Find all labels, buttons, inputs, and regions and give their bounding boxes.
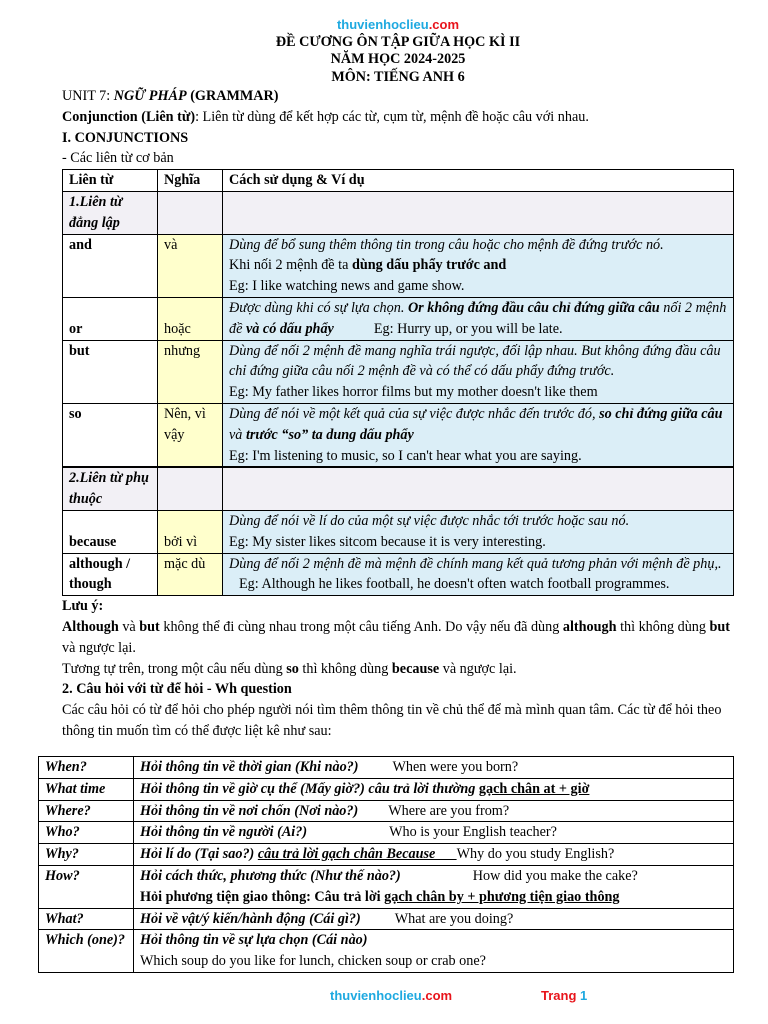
header-meaning: Nghĩa bbox=[158, 170, 223, 192]
table-header-row bbox=[63, 170, 734, 192]
table-row: or hoặc Được dùng khi có sự lựa chọn. Or không đứng đầu câu chỉ đứng giữa câu nối 2 mệnh đề và có dấu phẩy Eg: Hurry up, or you will be late. bbox=[63, 297, 734, 340]
group-coordinating: 1.Liên từ đẳng lập bbox=[63, 191, 734, 234]
table-row: Who? Hỏi thông tin về người (Ai?) Who is your English teacher? bbox=[39, 822, 734, 844]
note-so-because: Tương tự trên, trong một câu nếu dùng so thì không dùng because và ngược lại. bbox=[62, 660, 517, 677]
section-conjunctions: I. CONJUNCTIONS bbox=[62, 129, 189, 146]
table-row: although / though mặc dù Dùng để nối 2 mệnh đề mà mệnh đề chính mang kết quả tương phản với mệnh đề phụ,.Eg: Although he likes football, he doesn't often watch football programmes. bbox=[63, 553, 734, 596]
note-title: Lưu ý: bbox=[62, 598, 104, 615]
wh-description: Các câu hỏi có từ để hỏi cho phép người nói tìm thêm thông tin về chủ thể để mà mình quan tâm. Các từ để hỏi theo thông tin muốn tìm có thể được liệt kê như sau: bbox=[62, 702, 722, 739]
header-conjunction: Liên từ bbox=[63, 170, 158, 192]
section-wh-questions: 2. Câu hỏi với từ để hỏi - Wh question bbox=[62, 681, 292, 698]
basic-conjunctions-label: - Các liên từ cơ bản bbox=[62, 150, 174, 167]
table-row: but nhưng Dùng để nối 2 mệnh đề mang nghĩa trái ngược, đối lập nhau. But không đứng đầu câu chỉ đứng giữa câu nối 2 mệnh đề và có thể có dấu phẩy đứng trước. Eg: My father likes horror films but my mother doesn't like them bbox=[63, 340, 734, 403]
table-row: because bởi vì Dùng để nói về lí do của một sự việc được nhắc tới trước hoặc sau nó. Eg: My sister likes sitcom because it is very interesting. bbox=[63, 510, 734, 553]
conjunction-definition: Conjunction (Liên từ): Liên từ dùng để kết hợp các từ, cụm từ, mệnh đề hoặc câu với nhau. bbox=[62, 108, 589, 125]
table-row: Which (one)? Hỏi thông tin về sự lựa chọn (Cái nào) Which soup do you like for lunch, chicken soup or crab one? bbox=[39, 930, 734, 973]
doc-title: ĐỀ CƯƠNG ÔN TẬP GIỮA HỌC KÌ II bbox=[275, 33, 521, 50]
table-row: so Nên, vì vậy Dùng để nói về một kết quả của sự việc được nhắc đến trước đó, so chỉ đứng giữa câu và trước “so” ta dung dấu phẩy Eg: I'm listening to music, so I can't hear what you are saying. bbox=[63, 403, 734, 467]
table-row: What? Hỏi về vật/ý kiến/hành động (Cái gì?) What are you doing? bbox=[39, 908, 734, 930]
subject: MÔN: TIẾNG ANH 6 bbox=[331, 68, 465, 85]
brand-name: thuvienhoclieu bbox=[336, 17, 429, 32]
table-row: and và Dùng để bổ sung thêm thông tin trong câu hoặc cho mệnh đề đứng trước nó. Khi nối 2 mệnh đề ta dùng dấu phẩy trước and Eg: I like watching news and game show. bbox=[63, 234, 734, 297]
header-usage: Cách sử dụng & Ví dụ bbox=[223, 170, 734, 192]
conjunctions-table bbox=[62, 169, 734, 596]
table-row: What time Hỏi thông tin về giờ cụ thể (Mấy giờ?) câu trả lời thường gạch chân at + giờ bbox=[39, 778, 734, 800]
table-row: Why? Hỏi lí do (Tại sao?) câu trả lời gạch chân Because Why do you study English? bbox=[39, 844, 734, 866]
group-subordinating: 2.Liên từ phụ thuộc bbox=[63, 467, 734, 510]
table-row: How? Hỏi cách thức, phương thức (Như thế nào?) How did you make the cake? Hỏi phương tiện giao thông: Câu trả lời gạch chân by + phương tiện giao thông bbox=[39, 865, 734, 908]
table-row: When? Hỏi thông tin về thời gian (Khi nào?) When were you born? bbox=[39, 757, 734, 779]
school-year: NĂM HỌC 2024-2025 bbox=[330, 51, 466, 67]
table-row: Where? Hỏi thông tin về nơi chốn (Nơi nào?) Where are you from? bbox=[39, 800, 734, 822]
wh-question-table bbox=[38, 756, 734, 973]
brand-domain: .com bbox=[428, 17, 460, 32]
footer-brand[interactable]: thuvienhoclieu.com bbox=[330, 988, 453, 1003]
unit-heading: UNIT 7: NGỮ PHÁP (GRAMMAR) bbox=[62, 88, 279, 104]
page-number: Trang 1 bbox=[541, 988, 588, 1003]
header-brand[interactable] bbox=[62, 16, 734, 34]
note-although-but: Although và but không thể đi cùng nhau trong một câu tiếng Anh. Do vậy nếu đã dùng although thì không dùng but và ngược lại. bbox=[62, 618, 731, 656]
